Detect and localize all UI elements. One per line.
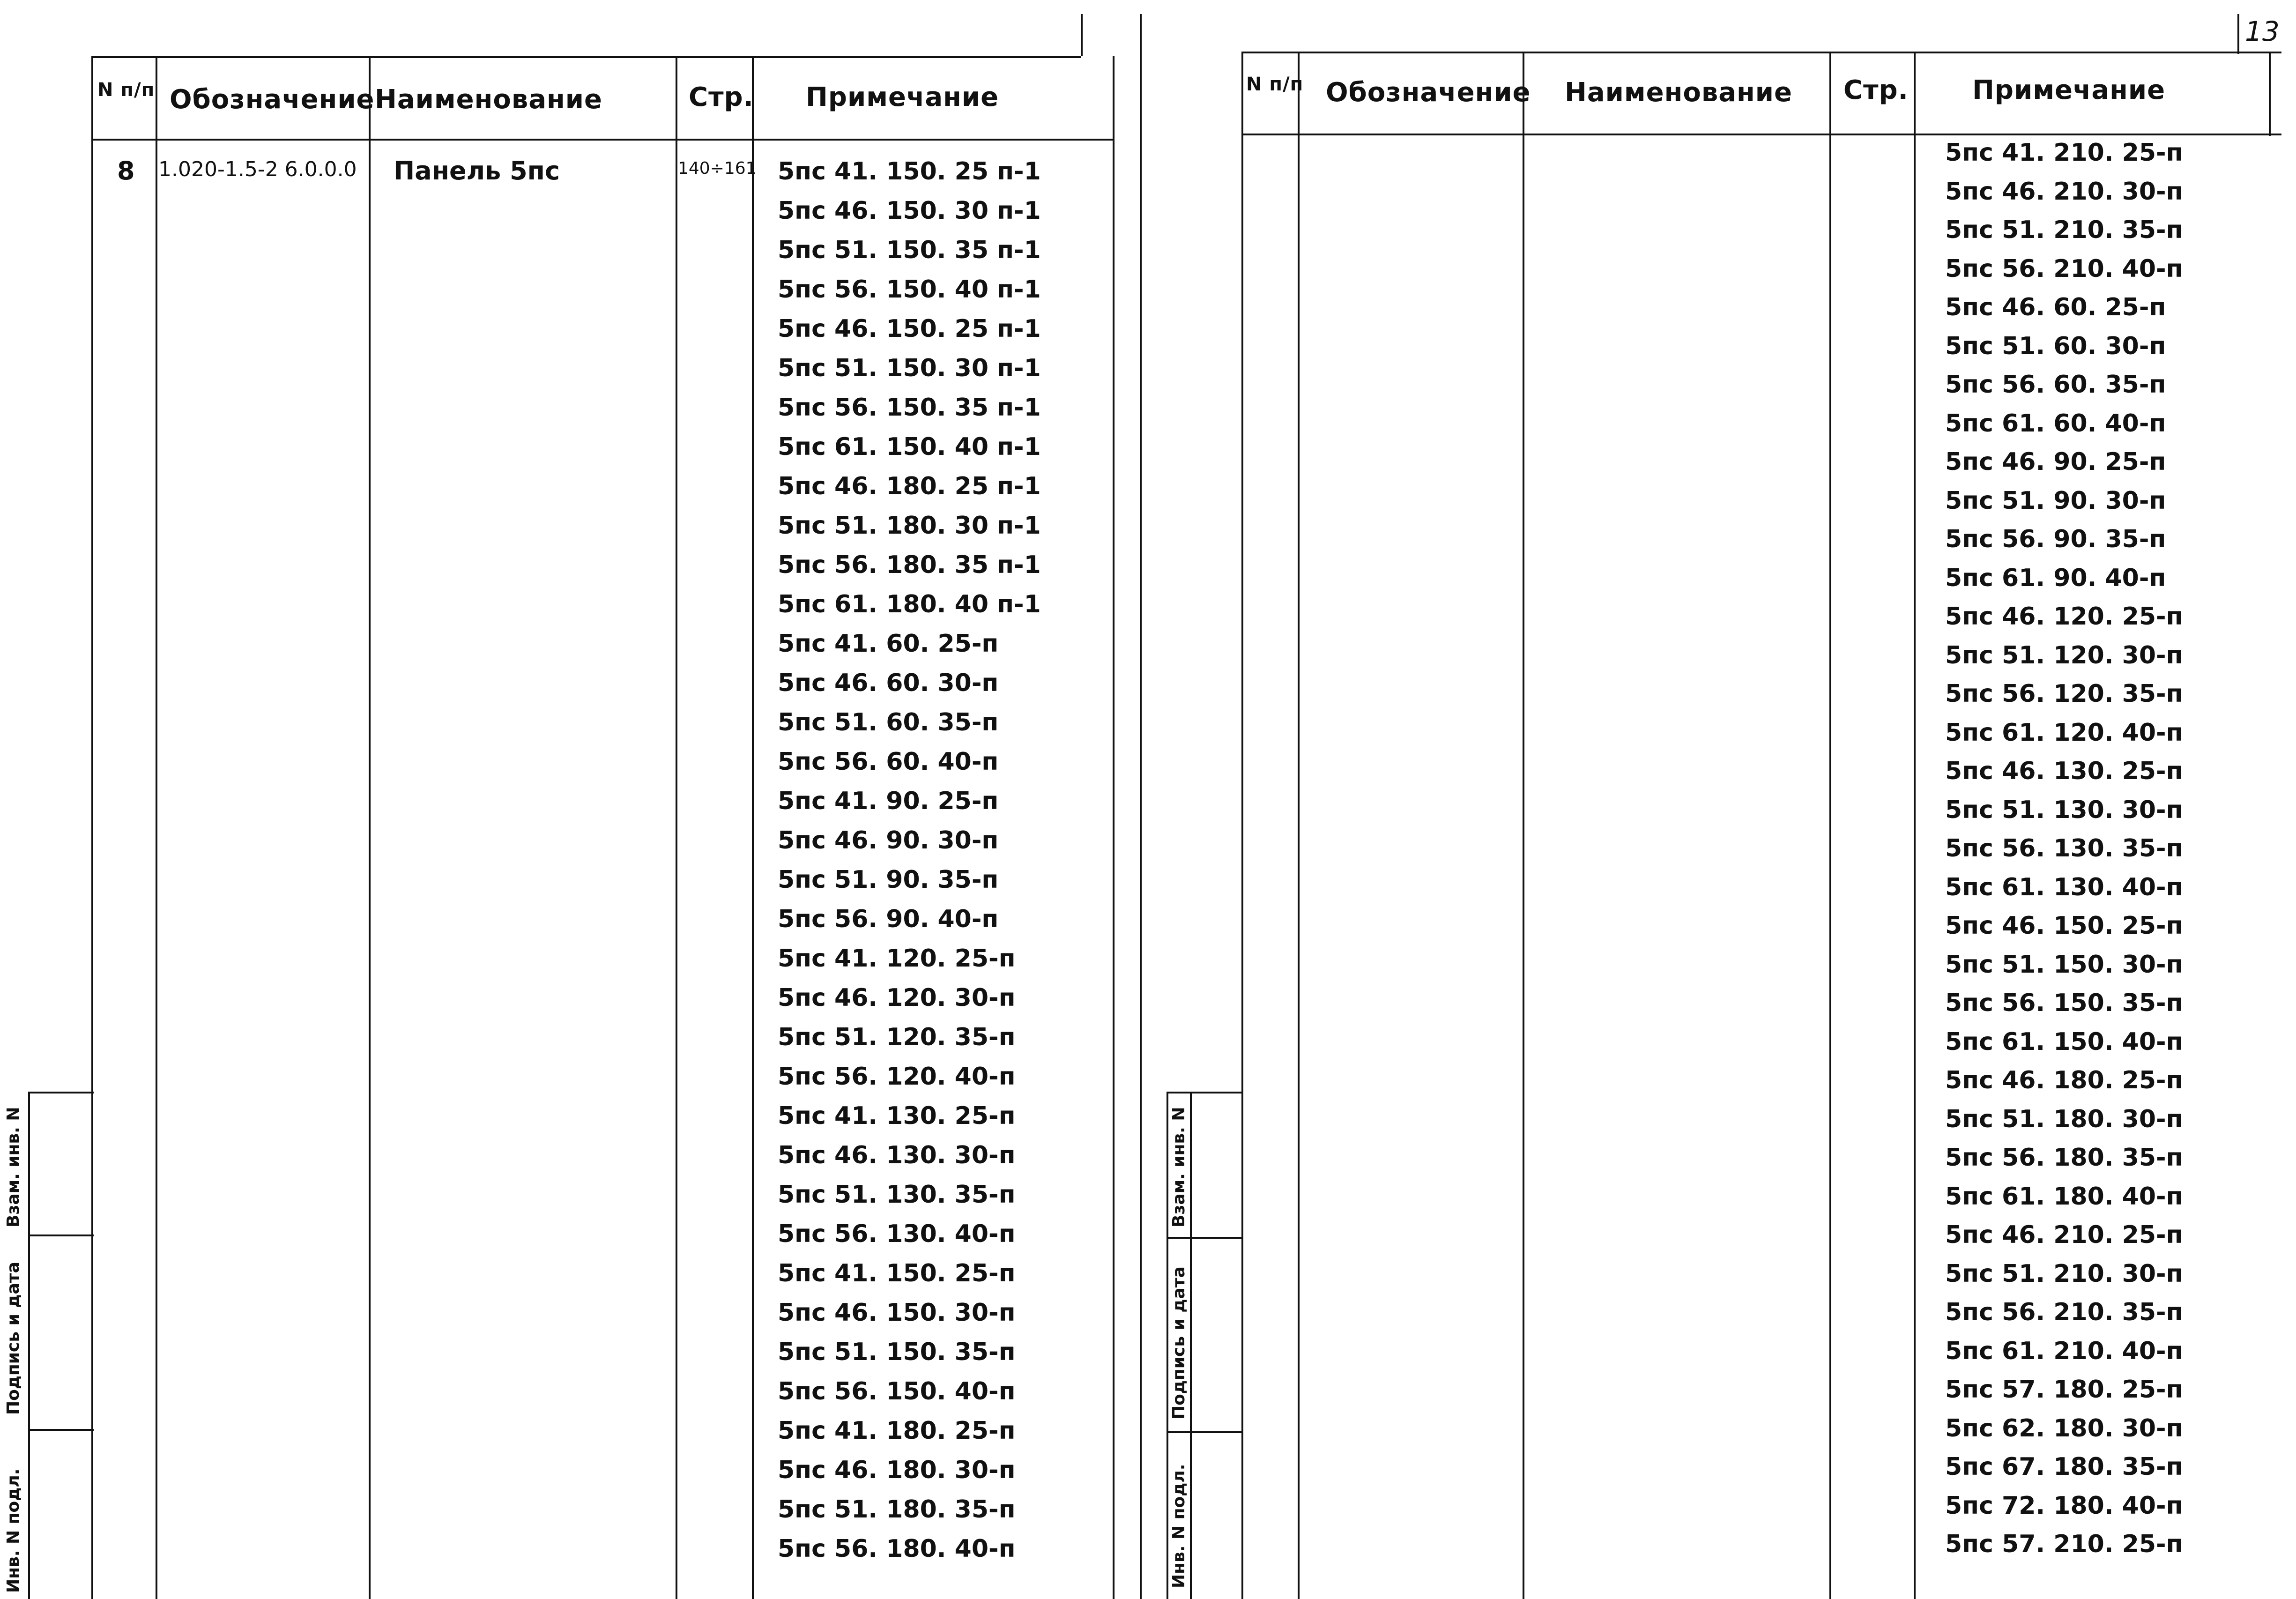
column-divider (1298, 52, 1300, 1599)
note-item: 5пс 51. 210. 35-п (1945, 216, 2183, 244)
note-item: 5пс 46. 210. 25-п (1945, 1221, 2183, 1249)
stamp-left-border (1167, 1092, 1168, 1599)
column-divider (1829, 52, 1831, 1599)
table-top-border (91, 56, 1081, 58)
note-item: 5пс 46. 210. 30-п (1945, 177, 2183, 206)
note-item: 5пс 41. 180. 25-п (778, 1417, 1016, 1445)
note-item: 5пс 56. 180. 40-п (778, 1535, 1016, 1563)
header-note: Примечание (806, 82, 999, 112)
stamp-divider (28, 1235, 94, 1236)
note-item: 5пс 41. 120. 25-п (778, 945, 1016, 973)
note-item: 5пс 41. 90. 25-п (778, 787, 999, 815)
note-item: 5пс 46. 90. 30-п (778, 826, 999, 855)
note-item: 5пс 56. 90. 40-п (778, 905, 999, 933)
note-item: 5пс 56. 150. 35 п-1 (778, 394, 1041, 422)
note-item: 5пс 46. 150. 30 п-1 (778, 197, 1041, 225)
table-right-border (2269, 52, 2271, 136)
header-page: Стр. (689, 82, 754, 112)
table-top-border (1241, 52, 2281, 53)
note-item: 5пс 51. 130. 35-п (778, 1181, 1016, 1209)
stamp-divider (1167, 1431, 1241, 1433)
stamp-inner-border (1190, 1092, 1192, 1599)
note-item: 5пс 56. 180. 35-п (1945, 1144, 2183, 1172)
stamp-label-signature: Подпись и дата (1169, 1266, 1189, 1420)
note-item: 5пс 56. 180. 35 п-1 (778, 551, 1041, 579)
note-item: 5пс 51. 180. 35-п (778, 1495, 1016, 1524)
frame-tick (1081, 14, 1083, 56)
header-page: Стр. (1843, 75, 1909, 105)
header-note: Примечание (1972, 75, 2166, 105)
note-item: 5пс 51. 150. 35-п (778, 1338, 1016, 1366)
note-item: 5пс 41. 130. 25-п (778, 1102, 1016, 1130)
note-item: 5пс 41. 150. 25 п-1 (778, 157, 1041, 186)
note-item: 5пс 56. 210. 35-п (1945, 1298, 2183, 1326)
note-item: 5пс 56. 130. 35-п (1945, 834, 2183, 863)
note-item: 5пс 46. 130. 25-п (1945, 757, 2183, 785)
note-item: 5пс 51. 130. 30-п (1945, 796, 2183, 824)
stamp-divider (28, 1429, 94, 1431)
header-name: Наименование (375, 84, 602, 115)
note-item: 5пс 46. 180. 25 п-1 (778, 472, 1041, 500)
header-name: Наименование (1565, 77, 1792, 108)
note-item: 5пс 46. 120. 25-п (1945, 602, 2183, 631)
note-item: 5пс 56. 90. 35-п (1945, 525, 2166, 553)
note-item: 5пс 61. 150. 40 п-1 (778, 433, 1041, 461)
note-item: 5пс 51. 60. 35-п (778, 708, 999, 736)
column-divider (1523, 52, 1524, 1599)
note-item: 5пс 46. 130. 30-п (778, 1141, 1016, 1169)
note-item: 5пс 56. 120. 40-п (778, 1063, 1016, 1091)
note-item: 5пс 61. 120. 40-п (1945, 718, 2183, 747)
note-item: 5пс 56. 120. 35-п (1945, 680, 2183, 708)
note-item: 5пс 46. 60. 30-п (778, 669, 999, 697)
stamp-label-replace: Взам. инв. N (1169, 1107, 1189, 1227)
column-border (1113, 56, 1115, 1599)
note-item: 5пс 61. 210. 40-п (1945, 1337, 2183, 1365)
note-item: 5пс 61. 90. 40-п (1945, 564, 2166, 592)
note-item: 5пс 62. 180. 30-п (1945, 1414, 2183, 1443)
column-divider (156, 56, 157, 1599)
note-item: 5пс 51. 120. 35-п (778, 1023, 1016, 1051)
header-num: N п/п (1246, 74, 1304, 95)
note-item: 5пс 46. 150. 30-п (778, 1299, 1016, 1327)
note-item: 5пс 41. 210. 25-п (1945, 139, 2183, 167)
note-item: 5пс 51. 120. 30-п (1945, 641, 2183, 669)
note-item: 5пс 51. 180. 30-п (1945, 1105, 2183, 1133)
note-item: 5пс 51. 180. 30 п-1 (778, 512, 1041, 540)
note-item: 5пс 46. 180. 30-п (778, 1456, 1016, 1484)
header-num: N п/п (97, 79, 155, 101)
column-divider (1914, 52, 1916, 1599)
note-item: 5пс 56. 60. 35-п (1945, 371, 2166, 399)
header-bottom-border (1241, 134, 2281, 135)
note-item: 5пс 46. 150. 25-п (1945, 912, 2183, 940)
column-divider (369, 56, 371, 1599)
note-item: 5пс 41. 150. 25-п (778, 1259, 1016, 1287)
stamp-left-border (28, 1092, 30, 1599)
header-designation: Обозначение (1326, 77, 1531, 108)
page-range: 140÷161 (678, 159, 757, 178)
page-number-divider (2237, 14, 2239, 54)
note-item: 5пс 46. 90. 25-п (1945, 448, 2166, 476)
column-divider (676, 56, 677, 1599)
note-item: 5пс 51. 60. 30-п (1945, 332, 2166, 360)
stamp-label-replace: Взам. инв. N (4, 1107, 23, 1227)
note-item: 5пс 61. 180. 40 п-1 (778, 590, 1041, 618)
note-item: 5пс 46. 180. 25-п (1945, 1066, 2183, 1094)
note-item: 5пс 51. 90. 35-п (778, 866, 999, 894)
note-item: 5пс 56. 130. 40-п (778, 1220, 1016, 1248)
note-item: 5пс 61. 130. 40-п (1945, 873, 2183, 901)
header-bottom-border (91, 139, 1114, 141)
header-designation: Обозначение (170, 84, 375, 115)
stamp-divider (1167, 1237, 1241, 1239)
note-item: 5пс 67. 180. 35-п (1945, 1453, 2183, 1481)
sheet-right-border (1140, 14, 1142, 1599)
note-item: 5пс 56. 60. 40-п (778, 748, 999, 776)
note-item: 5пс 46. 120. 30-п (778, 984, 1016, 1012)
stamp-label-signature: Подпись и дата (4, 1262, 23, 1415)
note-item: 5пс 57. 210. 25-п (1945, 1530, 2183, 1558)
note-item: 5пс 41. 60. 25-п (778, 630, 999, 658)
table-left-border (91, 56, 93, 1599)
note-item: 5пс 61. 150. 40-п (1945, 1027, 2183, 1056)
row-number: 8 (117, 156, 135, 186)
note-item: 5пс 56. 150. 40-п (778, 1377, 1016, 1406)
note-item: 5пс 61. 60. 40-п (1945, 409, 2166, 438)
note-item: 5пс 46. 150. 25 п-1 (778, 315, 1041, 343)
note-item: 5пс 57. 180. 25-п (1945, 1376, 2183, 1404)
note-item: 5пс 51. 150. 30 п-1 (778, 354, 1041, 382)
note-item: 5пс 46. 60. 25-п (1945, 293, 2166, 321)
table-left-border (1241, 52, 1243, 1599)
column-divider (752, 56, 754, 1599)
note-item: 5пс 56. 150. 35-п (1945, 989, 2183, 1017)
stamp-label-inventory: Инв. N подл. (4, 1468, 23, 1593)
note-item: 5пс 61. 180. 40-п (1945, 1182, 2183, 1211)
stamp-divider (1167, 1092, 1241, 1093)
note-item: 5пс 51. 210. 30-п (1945, 1259, 2183, 1288)
note-item: 5пс 56. 150. 40 п-1 (778, 275, 1041, 304)
note-item: 5пс 51. 90. 30-п (1945, 486, 2166, 515)
designation-code: 1.020-1.5-2 6.0.0.0 (158, 157, 357, 181)
note-item: 5пс 51. 150. 35 п-1 (778, 236, 1041, 264)
page-number: 13 (2245, 15, 2280, 47)
stamp-label-inventory: Инв. N подл. (1169, 1464, 1189, 1588)
note-item: 5пс 51. 150. 30-п (1945, 950, 2183, 979)
note-item: 5пс 56. 210. 40-п (1945, 254, 2183, 283)
stamp-divider (28, 1092, 94, 1093)
item-name: Панель 5пс (394, 156, 560, 186)
note-item: 5пс 72. 180. 40-п (1945, 1491, 2183, 1520)
